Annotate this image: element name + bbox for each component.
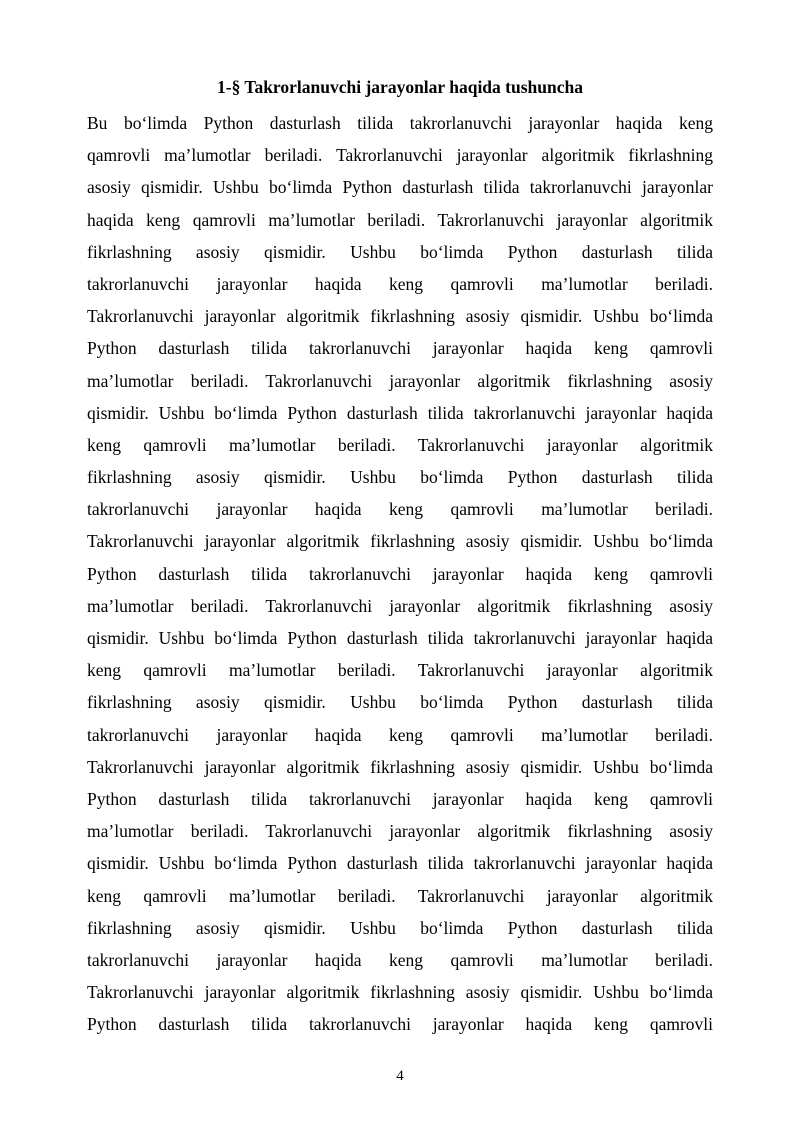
text-line: Python dasturlash tilida takrorlanuvchi jarayonlar haqida keng qamrovli [87, 1014, 713, 1035]
text-line: asosiy qismidir. Ushbu bo‘limda Python dasturlash tilida takrorlanuvchi jarayonlar [87, 177, 713, 198]
text-line: qismidir. Ushbu bo‘limda Python dasturlash tilida takrorlanuvchi jarayonlar haqida [87, 628, 713, 648]
text-line: Bu bo‘limda Python dasturlash tilida takrorlanuvchi jarayonlar haqida keng [87, 113, 713, 133]
text-line: ma’lumotlar beriladi. Takrorlanuvchi jarayonlar algoritmik fikrlashning asosiy [87, 595, 713, 616]
text-line: keng qamrovli ma’lumotlar beriladi. Takrorlanuvchi jarayonlar algoritmik [87, 660, 713, 681]
text-line: takrorlanuvchi jarayonlar haqida keng qamrovli ma’lumotlar beriladi. [87, 499, 713, 520]
text-line: Takrorlanuvchi jarayonlar algoritmik fikrlashning asosiy qismidir. Ushbu bo‘limda [87, 756, 713, 777]
text-line: Takrorlanuvchi jarayonlar algoritmik fikrlashning asosiy qismidir. Ushbu bo‘limda [87, 306, 713, 327]
body-text [87, 107, 713, 1040]
text-line: Python dasturlash tilida takrorlanuvchi jarayonlar haqida keng qamrovli [87, 788, 713, 809]
text-line: fikrlashning asosiy qismidir. Ushbu bo‘limda Python dasturlash tilida [87, 692, 713, 713]
text-line: ma’lumotlar beriladi. Takrorlanuvchi jarayonlar algoritmik fikrlashning asosiy [87, 821, 713, 842]
text-line: keng qamrovli ma’lumotlar beriladi. Takrorlanuvchi jarayonlar algoritmik [87, 885, 713, 906]
text-line: fikrlashning asosiy qismidir. Ushbu bo‘limda Python dasturlash tilida [87, 241, 713, 262]
text-line: Takrorlanuvchi jarayonlar algoritmik fikrlashning asosiy qismidir. Ushbu bo‘limda [87, 982, 713, 1003]
text-line: qismidir. Ushbu bo‘limda Python dasturlash tilida takrorlanuvchi jarayonlar haqida [87, 402, 713, 423]
text-line: Python dasturlash tilida takrorlanuvchi jarayonlar haqida keng qamrovli [87, 563, 713, 584]
text-line: Takrorlanuvchi jarayonlar algoritmik fikrlashning asosiy qismidir. Ushbu bo‘limda [87, 531, 713, 552]
text-line: qamrovli ma’lumotlar beriladi. Takrorlanuvchi jarayonlar algoritmik fikrlashning [87, 145, 713, 166]
text-line: ma’lumotlar beriladi. Takrorlanuvchi jarayonlar algoritmik fikrlashning asosiy [87, 370, 713, 391]
text-line: qismidir. Ushbu bo‘limda Python dasturlash tilida takrorlanuvchi jarayonlar haqida [87, 853, 713, 874]
text-line: takrorlanuvchi jarayonlar haqida keng qamrovli ma’lumotlar beriladi. [87, 949, 713, 970]
text-line: takrorlanuvchi jarayonlar haqida keng qamrovli ma’lumotlar beriladi. [87, 724, 713, 745]
text-line: Python dasturlash tilida takrorlanuvchi jarayonlar haqida keng qamrovli [87, 338, 713, 359]
text-line: fikrlashning asosiy qismidir. Ushbu bo‘limda Python dasturlash tilida [87, 917, 713, 938]
text-line: keng qamrovli ma’lumotlar beriladi. Takrorlanuvchi jarayonlar algoritmik [87, 434, 713, 455]
section-heading: 1-§ Takrorlanuvchi jarayonlar haqida tushuncha [217, 77, 583, 97]
text-line: takrorlanuvchi jarayonlar haqida keng qamrovli ma’lumotlar beriladi. [87, 273, 713, 294]
text-line: haqida keng qamrovli ma’lumotlar beriladi. Takrorlanuvchi jarayonlar algoritmik [87, 209, 713, 230]
text-line: fikrlashning asosiy qismidir. Ushbu bo‘limda Python dasturlash tilida [87, 467, 713, 488]
page-number: 4 [396, 1068, 404, 1084]
